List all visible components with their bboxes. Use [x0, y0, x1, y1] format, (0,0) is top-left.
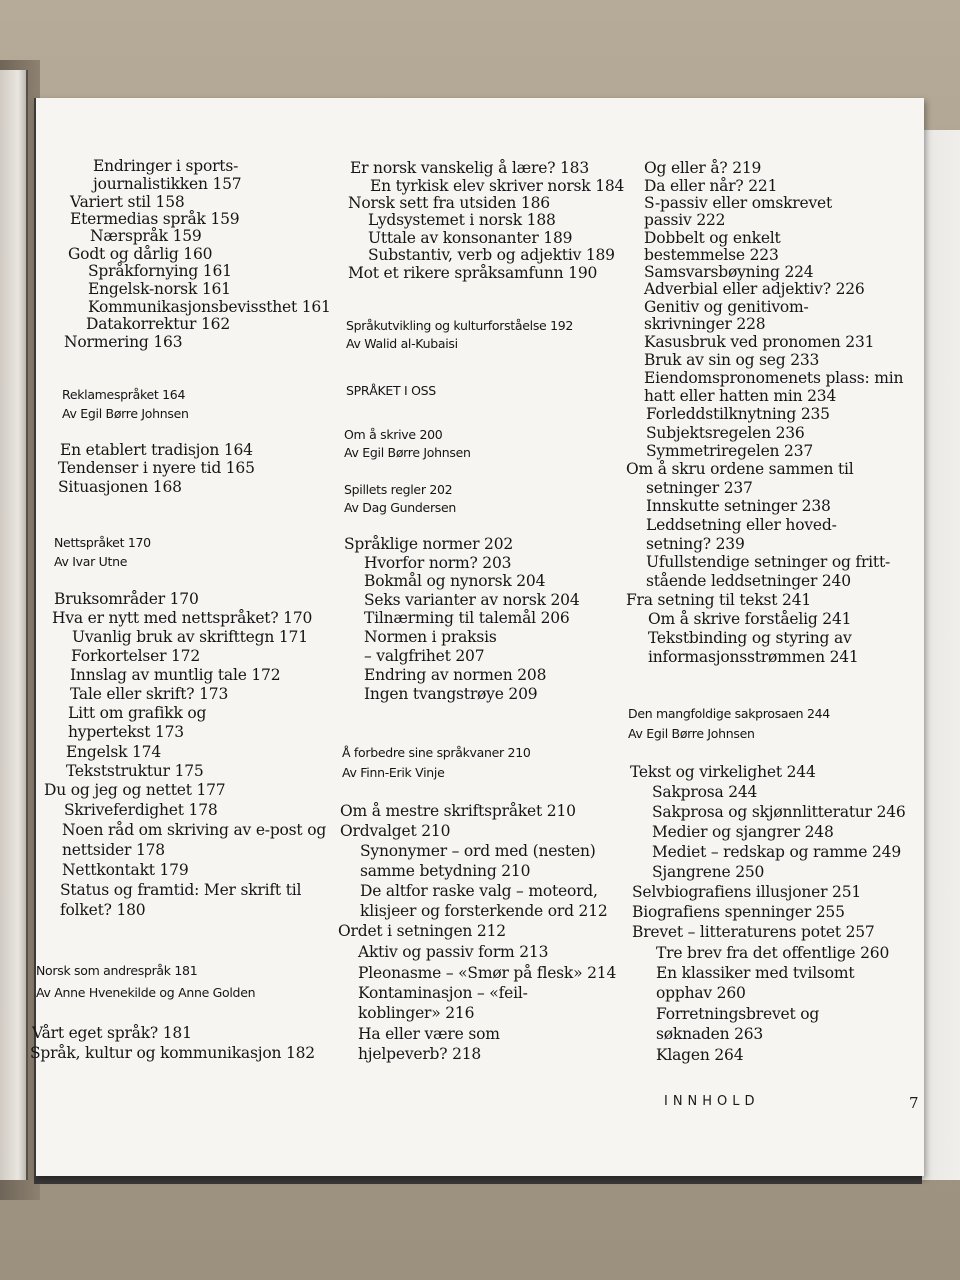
toc-entry: Uvanlig bruk av skrifttegn 171	[72, 628, 308, 646]
toc-entry: Språk, kultur og kommunikasjon 182	[30, 1044, 315, 1062]
toc-article-title: Norsk som andrespråk 181	[36, 963, 198, 978]
toc-entry: opphav 260	[656, 984, 746, 1002]
toc-article-title: Nettspråket 170	[54, 535, 151, 550]
toc-entry: Selvbiografiens illusjoner 251	[632, 883, 862, 901]
toc-entry: De altfor raske valg – moteord,	[360, 882, 598, 900]
toc-entry: Ingen tvangstrøye 209	[364, 685, 538, 703]
toc-entry: Tilnærming til talemål 206	[364, 609, 570, 627]
toc-author: Av Anne Hvenekilde og Anne Golden	[36, 985, 256, 1000]
toc-entry: Da eller når? 221	[644, 177, 778, 195]
toc-entry: søknaden 263	[656, 1025, 764, 1043]
toc-entry: Normen i praksis	[364, 628, 497, 646]
toc-entry: Noen råd om skriving av e-post og	[62, 821, 327, 839]
toc-entry: journalistikken 157	[93, 175, 242, 193]
toc-author: Av Finn-Erik Vinje	[342, 765, 445, 780]
left-page-edge	[0, 70, 28, 1180]
toc-author: Av Egil Børre Johnsen	[628, 726, 755, 741]
toc-entry: Substantiv, verb og adjektiv 189	[368, 246, 615, 264]
book-page	[30, 98, 924, 1176]
toc-entry: Uttale av konsonanter 189	[368, 229, 573, 247]
toc-entry: Endring av normen 208	[364, 666, 547, 684]
toc-entry: hatt eller hatten min 234	[644, 387, 837, 405]
toc-author: Av Walid al-Kubaisi	[346, 336, 458, 351]
toc-entry: Biografiens spenninger 255	[632, 903, 845, 921]
toc-entry: Subjektsregelen 236	[646, 424, 805, 442]
toc-entry: Innskutte setninger 238	[646, 497, 831, 515]
toc-entry: Bruksområder 170	[54, 590, 199, 608]
toc-entry: Sakprosa og skjønnlitteratur 246	[652, 803, 906, 821]
toc-entry: setning? 239	[646, 535, 745, 553]
toc-entry: Symmetriregelen 237	[646, 442, 814, 460]
toc-article-title: Reklamespråket 164	[62, 387, 186, 402]
toc-entry: Tre brev fra det offentlige 260	[656, 944, 890, 962]
toc-entry: Variert stil 158	[70, 193, 185, 211]
toc-entry: Lydsystemet i norsk 188	[368, 211, 556, 229]
toc-entry: Ordet i setningen 212	[338, 922, 506, 940]
toc-entry: Genitiv og genitivom-	[644, 298, 809, 316]
toc-author: Av Dag Gundersen	[344, 500, 457, 515]
toc-entry: Vårt eget språk? 181	[32, 1024, 192, 1042]
toc-entry: Kontaminasjon – «feil-	[358, 984, 528, 1002]
toc-entry: Medier og sjangrer 248	[652, 823, 834, 841]
toc-entry: Pleonasme – «Smør på flesk» 214	[358, 964, 617, 982]
toc-entry: skrivninger 228	[644, 315, 766, 333]
toc-entry: Språkfornying 161	[88, 262, 232, 280]
toc-entry: Om å skru ordene sammen til	[626, 460, 854, 478]
toc-entry: Er norsk vanskelig å lære? 183	[350, 159, 590, 177]
toc-entry: Synonymer – ord med (nesten)	[360, 842, 596, 860]
toc-author: Av Egil Børre Johnsen	[344, 445, 471, 460]
toc-entry: Om å mestre skriftspråket 210	[340, 802, 576, 820]
toc-entry: Bokmål og nynorsk 204	[364, 572, 546, 590]
toc-article-title: Den mangfoldige sakprosaen 244	[628, 706, 830, 721]
toc-entry: Tekststruktur 175	[66, 762, 204, 780]
toc-entry: Engelsk-norsk 161	[88, 280, 231, 298]
toc-author: Av Egil Børre Johnsen	[62, 406, 189, 421]
toc-entry: bestemmelse 223	[644, 246, 779, 264]
toc-entry: Hvorfor norm? 203	[364, 554, 512, 572]
toc-entry: folket? 180	[60, 901, 146, 919]
toc-entry: Mediet – redskap og ramme 249	[652, 843, 901, 861]
toc-entry: Aktiv og passiv form 213	[358, 943, 549, 961]
toc-entry: Etermedias språk 159	[70, 210, 240, 228]
toc-author: Av Ivar Utne	[54, 554, 128, 569]
toc-entry: samme betydning 210	[360, 862, 531, 880]
toc-entry: En klassiker med tvilsomt	[656, 964, 855, 982]
toc-article-title: Språkutvikling og kulturforståelse 192	[346, 318, 574, 333]
toc-article-title: Å forbedre sine språkvaner 210	[342, 745, 531, 760]
toc-entry: Norsk sett fra utsiden 186	[348, 194, 550, 212]
toc-entry: Klagen 264	[656, 1046, 744, 1064]
toc-entry: klisjeer og forsterkende ord 212	[360, 902, 608, 920]
toc-entry: Normering 163	[64, 333, 183, 351]
toc-entry: – valgfrihet 207	[364, 647, 485, 665]
toc-section-heading: SPRÅKET I OSS	[346, 383, 436, 398]
toc-entry: hypertekst 173	[68, 723, 184, 741]
toc-entry: Sjangrene 250	[652, 863, 765, 881]
toc-article-title: Spillets regler 202	[344, 482, 453, 497]
toc-entry: Adverbial eller adjektiv? 226	[644, 280, 865, 298]
toc-entry: Leddsetning eller hoved-	[646, 516, 837, 534]
toc-entry: Nærspråk 159	[90, 227, 202, 245]
toc-entry: Om å skrive forståelig 241	[648, 610, 852, 628]
toc-entry: Endringer i sports-	[93, 157, 239, 175]
toc-entry: Ufullstendige setninger og fritt-	[646, 553, 891, 571]
toc-entry: setninger 237	[646, 479, 753, 497]
toc-entry: Forleddstilknytning 235	[646, 405, 830, 423]
toc-entry: Tale eller skrift? 173	[70, 685, 229, 703]
toc-entry: Godt og dårlig 160	[68, 245, 213, 263]
toc-entry: hjelpeverb? 218	[358, 1045, 482, 1063]
toc-entry: Situasjonen 168	[58, 478, 182, 496]
toc-entry: Hva er nytt med nettspråket? 170	[52, 609, 313, 627]
toc-entry: Engelsk 174	[66, 743, 162, 761]
toc-entry: Tendenser i nyere tid 165	[58, 459, 255, 477]
toc-entry: Mot et rikere språksamfunn 190	[348, 264, 598, 282]
toc-entry: Nettkontakt 179	[62, 861, 189, 879]
running-footer-section: INNHOLD	[664, 1094, 760, 1109]
toc-entry: Bruk av sin og seg 233	[644, 351, 820, 369]
toc-entry: Ha eller være som	[358, 1025, 500, 1043]
toc-entry: passiv 222	[644, 211, 726, 229]
toc-entry: stående leddsetninger 240	[646, 572, 851, 590]
toc-entry: Seks varianter av norsk 204	[364, 591, 580, 609]
toc-entry: En tyrkisk elev skriver norsk 184	[370, 177, 625, 195]
toc-entry: Tekstbinding og styring av	[648, 629, 852, 647]
toc-entry: Datakorrektur 162	[86, 315, 230, 333]
toc-entry: Sakprosa 244	[652, 783, 758, 801]
toc-entry: Brevet – litteraturens potet 257	[632, 923, 875, 941]
toc-entry: Eiendomspronomenets plass: min	[644, 369, 904, 387]
toc-entry: Kommunikasjonsbevissthet 161	[88, 298, 331, 316]
toc-entry: S-passiv eller omskrevet	[644, 194, 833, 212]
toc-entry: Status og framtid: Mer skrift til	[60, 881, 302, 899]
toc-entry: nettsider 178	[62, 841, 165, 859]
toc-entry: Innslag av muntlig tale 172	[70, 666, 281, 684]
toc-entry: koblinger» 216	[358, 1004, 475, 1022]
toc-entry: Språklige normer 202	[344, 535, 514, 553]
toc-entry: informasjonsstrømmen 241	[648, 648, 859, 666]
toc-entry: Litt om grafikk og	[68, 704, 207, 722]
page-number: 7	[909, 1094, 919, 1112]
toc-entry: Du og jeg og nettet 177	[44, 781, 226, 799]
toc-entry: Dobbelt og enkelt	[644, 229, 781, 247]
toc-article-title: Om å skrive 200	[344, 427, 443, 442]
toc-entry: Kasusbruk ved pronomen 231	[644, 333, 875, 351]
toc-entry: Forretningsbrevet og	[656, 1005, 820, 1023]
toc-entry: Og eller å? 219	[644, 159, 762, 177]
toc-entry: En etablert tradisjon 164	[60, 441, 253, 459]
toc-entry: Samsvarsbøyning 224	[644, 263, 814, 281]
toc-entry: Forkortelser 172	[71, 647, 200, 665]
toc-entry: Fra setning til tekst 241	[626, 591, 812, 609]
toc-entry: Ordvalget 210	[340, 822, 451, 840]
toc-entry: Tekst og virkelighet 244	[630, 763, 816, 781]
toc-entry: Skriveferdighet 178	[64, 801, 218, 819]
